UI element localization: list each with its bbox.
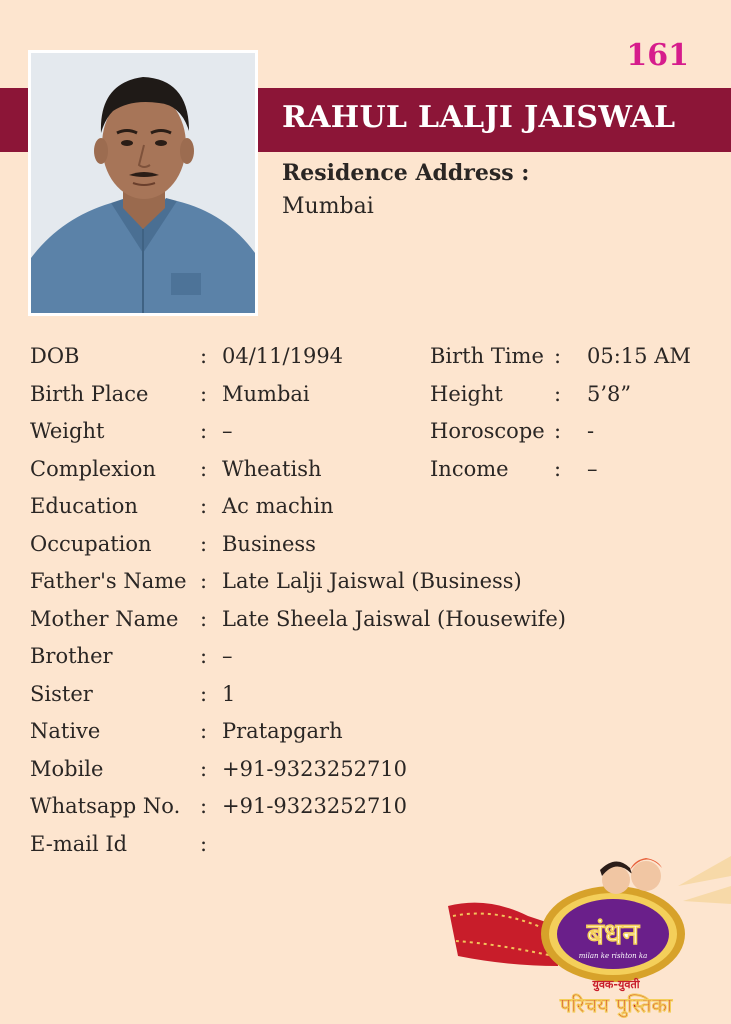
- detail-value: Mumbai: [222, 381, 310, 406]
- detail-label: Income: [430, 456, 509, 481]
- detail-value: Wheatish: [222, 456, 322, 481]
- detail-value: -: [587, 419, 595, 443]
- logo-bottom-text: परिचय पुस्तिका: [559, 993, 673, 1017]
- detail-colon: :: [554, 419, 562, 443]
- detail-colon: :: [200, 344, 208, 368]
- detail-colon: :: [200, 569, 208, 593]
- detail-colon: :: [554, 456, 562, 481]
- detail-colon: :: [200, 831, 208, 856]
- details-table: [30, 338, 710, 863]
- detail-value: –: [222, 419, 233, 443]
- detail-label: E-mail Id: [30, 831, 128, 856]
- detail-value: Pratapgarh: [222, 719, 343, 743]
- detail-row-complexion: [30, 451, 710, 489]
- detail-value: +91-9323252710: [222, 756, 408, 781]
- detail-row-father-name: [30, 563, 710, 601]
- page-number: 161: [626, 38, 689, 73]
- detail-label: Education: [30, 494, 138, 518]
- detail-colon: :: [554, 381, 562, 406]
- detail-colon: :: [200, 456, 208, 481]
- bandhan-logo: [448, 846, 731, 1024]
- detail-colon: :: [200, 381, 208, 406]
- profile-photo: [31, 53, 255, 313]
- detail-value: Late Sheela Jaiswal (Housewife): [222, 606, 566, 631]
- detail-colon: :: [200, 681, 208, 706]
- person-photo-icon: [31, 53, 255, 313]
- detail-colon: :: [200, 531, 208, 556]
- detail-value: 04/11/1994: [222, 344, 344, 368]
- detail-label: Birth Time: [430, 344, 544, 368]
- detail-value: 05:15 AM: [587, 344, 691, 368]
- detail-label: Birth Place: [30, 381, 149, 406]
- detail-colon: :: [200, 606, 208, 631]
- profile-name: RAHUL LALJI JAISWAL: [282, 100, 676, 135]
- detail-value: Ac machin: [222, 494, 334, 518]
- detail-value: Business: [222, 531, 316, 556]
- detail-row-occupation: [30, 526, 710, 564]
- detail-label: DOB: [30, 344, 80, 368]
- logo-main-text: बंधन: [586, 917, 640, 952]
- detail-label: Mobile: [30, 756, 104, 781]
- detail-row-dob: [30, 338, 710, 376]
- detail-row-whatsapp: [30, 788, 710, 826]
- detail-row-brother: [30, 638, 710, 676]
- detail-row-native: [30, 713, 710, 751]
- detail-row-mobile: [30, 751, 710, 789]
- detail-value: 5’8”: [587, 381, 632, 406]
- logo-tagline: milan ke rishton ka: [578, 952, 648, 960]
- detail-label: Sister: [30, 681, 93, 706]
- detail-row-weight: [30, 413, 710, 451]
- detail-label: Height: [430, 381, 503, 406]
- detail-colon: :: [200, 719, 208, 743]
- detail-label: Whatsapp No.: [30, 794, 181, 818]
- detail-label: Father's Name: [30, 569, 187, 593]
- detail-value: Late Lalji Jaiswal (Business): [222, 569, 522, 593]
- detail-row-education: [30, 488, 710, 526]
- residence-address-value: Mumbai: [282, 194, 374, 219]
- bandhan-logo-icon: [448, 846, 731, 1024]
- detail-label: Brother: [30, 644, 113, 668]
- photo-frame: [28, 50, 258, 316]
- detail-label: Occupation: [30, 531, 152, 556]
- detail-value: +91-9323252710: [222, 794, 408, 818]
- detail-value: –: [222, 644, 233, 668]
- detail-label: Native: [30, 719, 101, 743]
- detail-value: 1: [222, 681, 236, 706]
- detail-colon: :: [554, 344, 562, 368]
- detail-label: Weight: [30, 419, 105, 443]
- residence-address-label: Residence Address :: [282, 160, 530, 186]
- detail-label: Mother Name: [30, 606, 179, 631]
- detail-row-mother-name: [30, 601, 710, 639]
- detail-row-sister: [30, 676, 710, 714]
- detail-value: –: [587, 456, 598, 481]
- detail-colon: :: [200, 756, 208, 781]
- detail-label: Complexion: [30, 456, 156, 481]
- detail-colon: :: [200, 794, 208, 818]
- detail-colon: :: [200, 419, 208, 443]
- detail-row-birth-place: [30, 376, 710, 414]
- detail-colon: :: [200, 494, 208, 518]
- logo-sub-text: युवक-युवती: [592, 978, 640, 991]
- detail-colon: :: [200, 644, 208, 668]
- detail-label: Horoscope: [430, 419, 545, 443]
